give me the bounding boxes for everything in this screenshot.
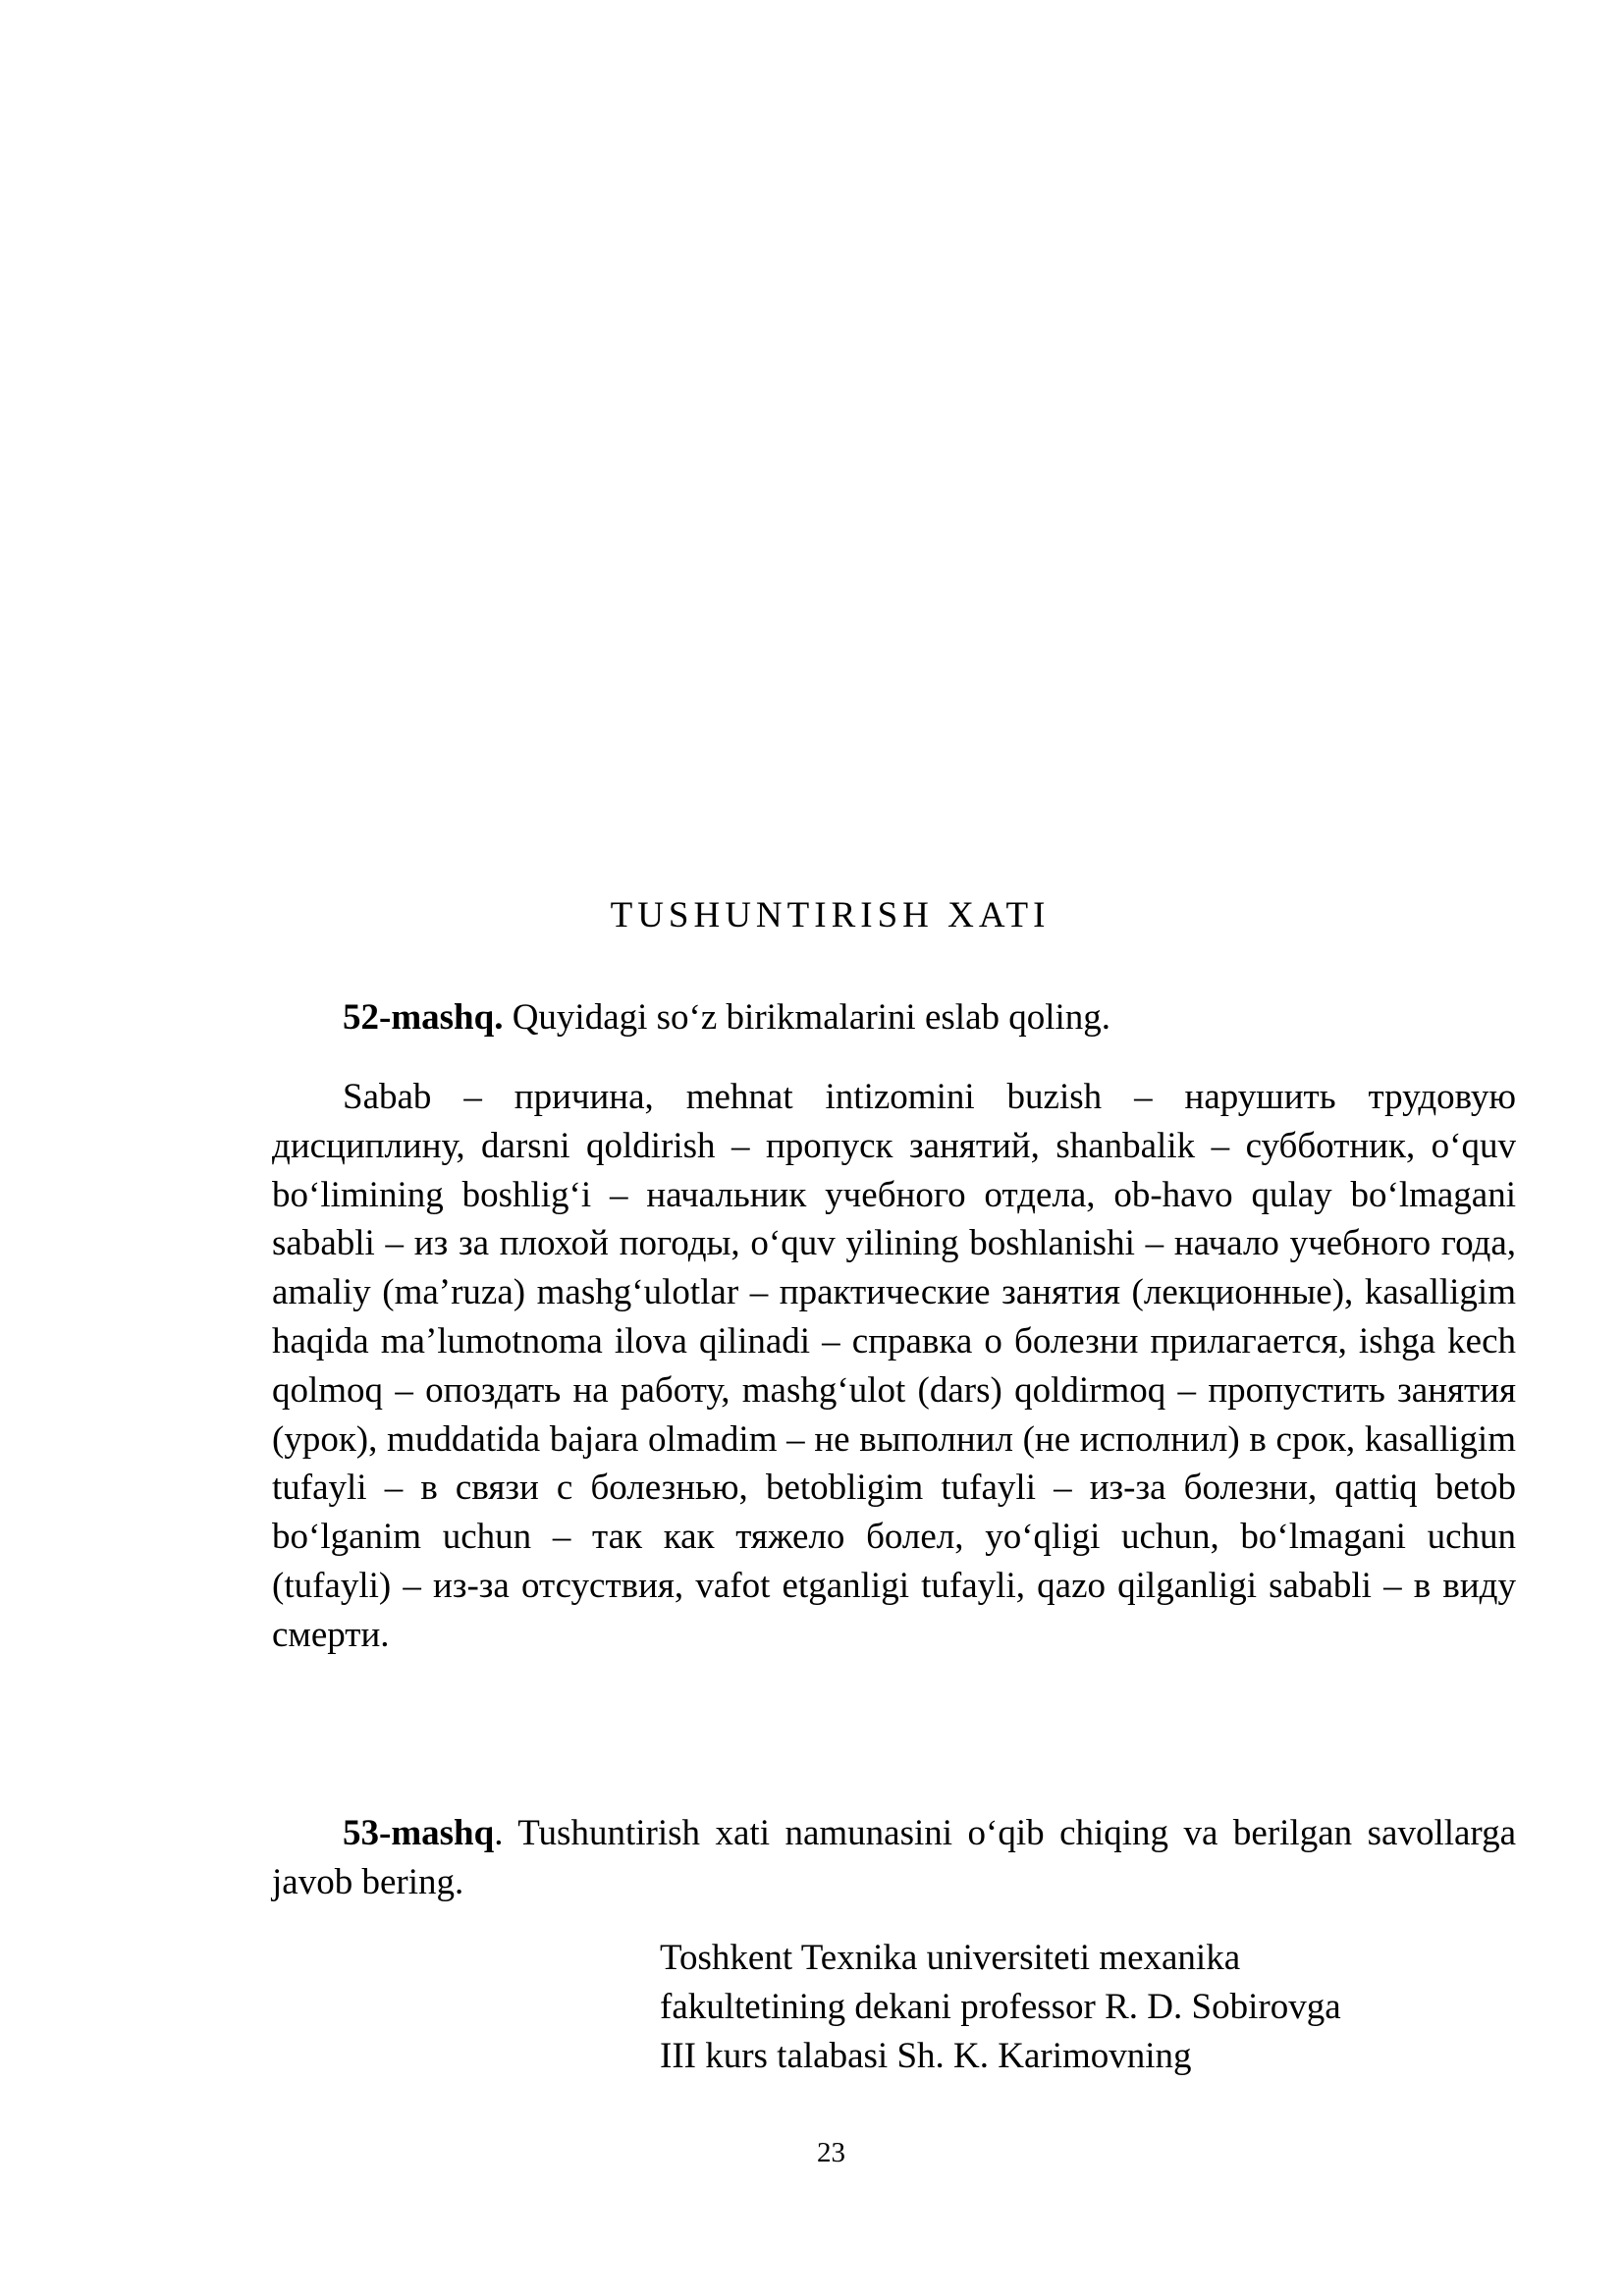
address-line: Toshkent Texnika universiteti mexanika (660, 1938, 1241, 1978)
section-heading: TUSHUNTIRISH XATI (610, 895, 1051, 935)
exercise-52-paragraph (272, 993, 1516, 1042)
exercise-53-paragraph (272, 1809, 1516, 1907)
exercise-52 (272, 993, 1516, 1042)
exercise-53-label: 53-mashq (343, 1813, 495, 1853)
exercise-53-instruction: . Tushuntirish xati namunasini o‘qib chiqing va berilgan savollarga javob bering. (272, 1813, 1516, 1902)
exercise-53 (272, 1809, 1516, 1907)
exercise-52-instruction: Quyidagi so‘z birikmalarini eslab qoling. (503, 997, 1111, 1038)
address-line: fakultetining dekani professor R. D. Sobirovga (660, 1987, 1341, 2027)
vocabulary-block (272, 1073, 1516, 1660)
exercise-52-label: 52-mashq. (343, 997, 504, 1038)
page-number: 23 (817, 2137, 845, 2168)
address-block (660, 1934, 1524, 2081)
vocabulary-paragraph: Sabab – причина, mehnat intizomini buzish – нарушить трудовую дисциплину, darsni qoldirish – пропуск занятий, shanbalik – субботник, o‘quv bo‘limining boshlig‘i – начальник учебного отдела, ob-havo qulay bo‘lmagani sababli – из за плохой погоды, o‘quv yilining boshlanishi – начало учебного года, amaliy (ma’ruza) mashg‘ulotlar – практические занятия (лекционные), kasalligim haqida ma’lumotnoma ilova qilinadi – справка о болезни прилагается, ishga kech qolmoq – опоздать на работу, mashg‘ulot (dars) qoldirmoq – пропустить занятия (урок), muddatida bajara olmadim – не выполнил (не исполнил) в срок, kasalligim tufayli – в связи с болезнью, betobligim tufayli – из-за болезни, qattiq betob bo‘lganim uchun – так как тяжело болел, yo‘qligi uchun, bo‘lmagani uchun (tufayli) – из-за отсуствия, vafot etganligi tufayli, qazo qilganligi sababli – в виду смерти. (272, 1077, 1516, 1655)
address-line: III kurs talabasi Sh. K. Karimovning (660, 2036, 1192, 2076)
